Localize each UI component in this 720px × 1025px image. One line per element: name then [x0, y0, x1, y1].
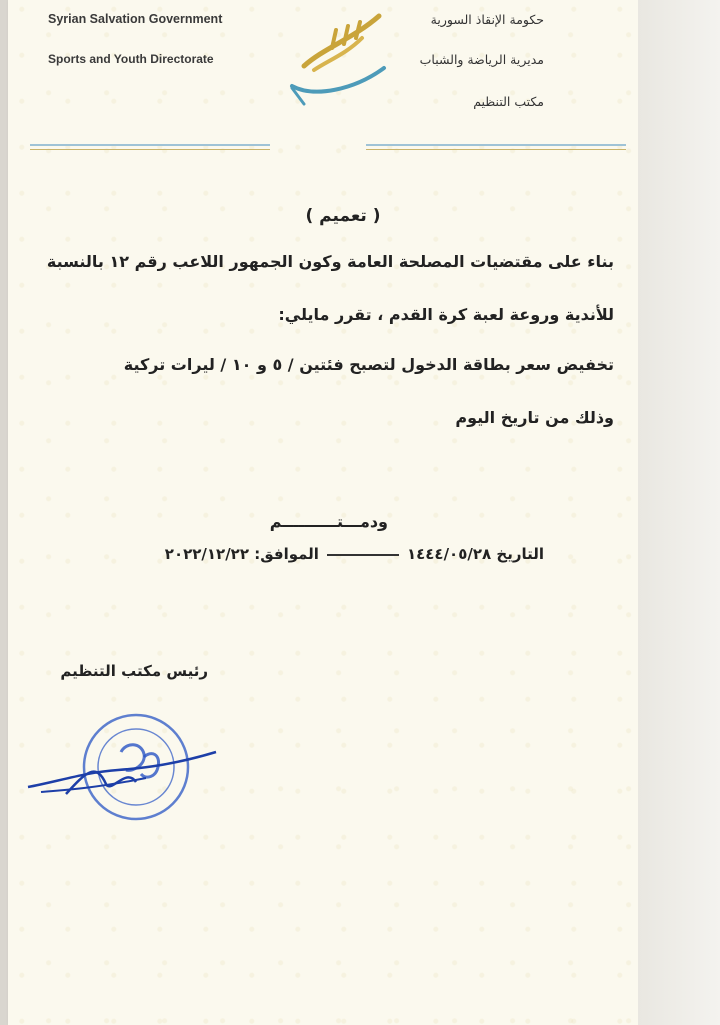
date-separator-line [327, 554, 399, 556]
circular-line-1: بناء على مقتضيات المصلحة العامة وكون الجمهور اللاعب رقم ١٢ بالنسبة [46, 252, 614, 271]
official-stamp-icon [26, 712, 226, 822]
scan-margin [638, 0, 720, 1025]
document-page [8, 0, 638, 1025]
header-en-directorate: Sports and Youth Directorate [48, 52, 214, 66]
ministry-logo-icon [284, 8, 394, 108]
date-gregorian: الموافق: ٢٠٢٢/١٢/٢٢ [164, 545, 319, 563]
circular-line-2: للأندية وروعة لعبة كرة القدم ، تقرر مايلي: [278, 305, 614, 324]
circular-line-3: تخفيض سعر بطاقة الدخول لتصبح فئتين / ٥ و ١٠ / ليرات تركية [123, 355, 614, 374]
header-ar-office: مكتب التنظيم [473, 94, 544, 109]
header-en-government: Syrian Salvation Government [48, 12, 223, 26]
header-ar-directorate: مديرية الرياضة والشباب [419, 52, 544, 67]
date-hijri: التاريخ ١٤٤٤/٠٥/٢٨ [406, 545, 544, 563]
closing-greeting: ودمـــتــــــــــم [269, 512, 388, 531]
circular-title: ( تعميم ) [305, 206, 381, 226]
circular-line-4: وذلك من تاريخ اليوم [455, 408, 614, 427]
signatory-title: رئيس مكتب التنظيم [60, 662, 208, 680]
header-ar-government: حكومة الإنقاذ السورية [430, 12, 544, 27]
date-line [165, 545, 544, 563]
